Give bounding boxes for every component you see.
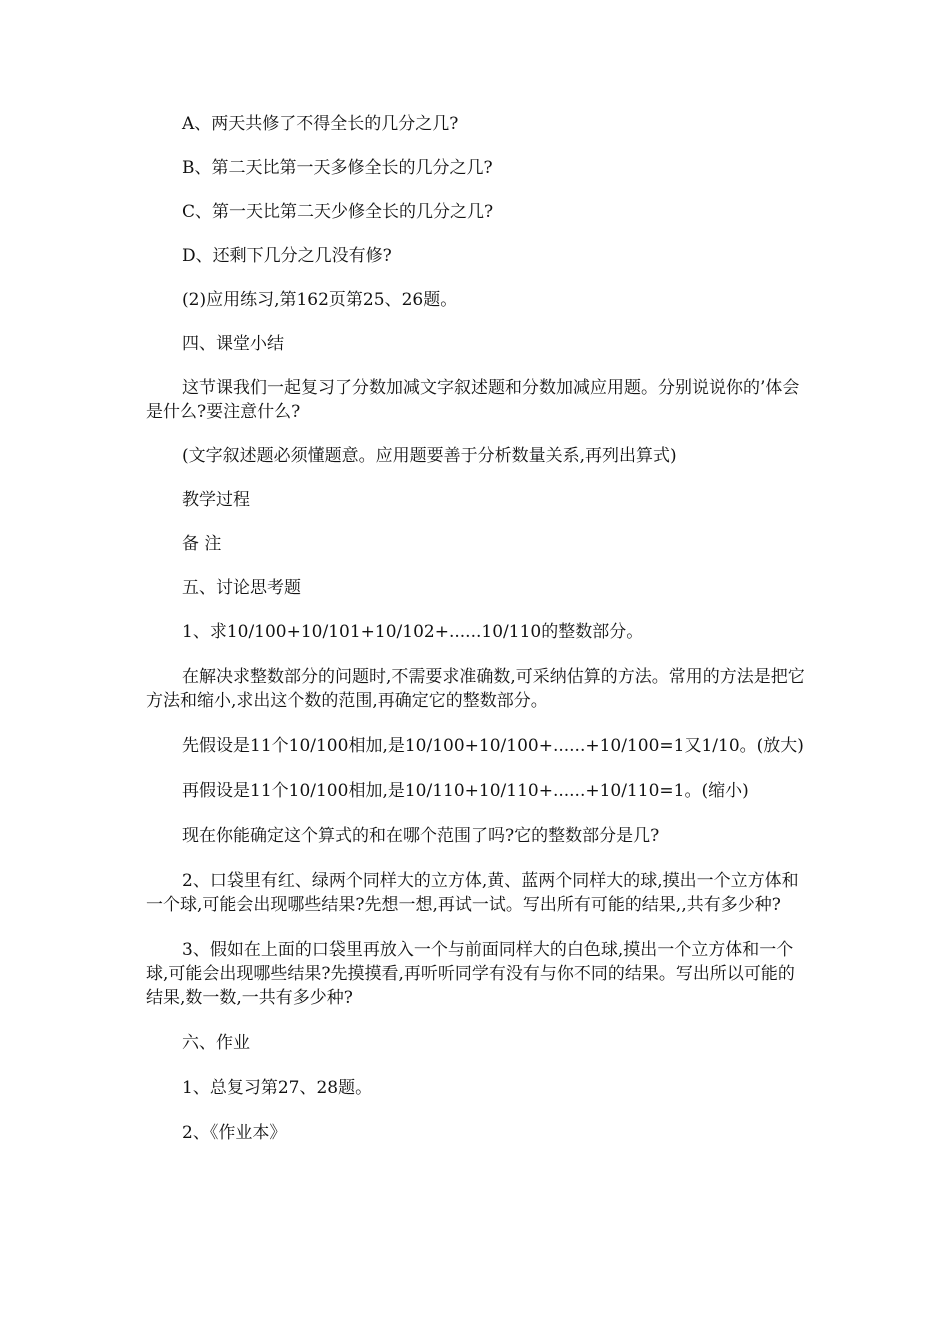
- discussion-question-2: 2、口袋里有红、绿两个同样大的立方体,黄、蓝两个同样大的球,摸出一个立方体和一个球,可能会出现哪些结果?先想一想,再试一试。写出所有可能的结果,,共有多少种?: [146, 871, 799, 915]
- question-c: C、第一天比第二天少修全长的几分之几?: [182, 202, 494, 222]
- question-a: A、两天共修了不得全长的几分之几?: [182, 114, 459, 134]
- teaching-process-label: 教学过程: [182, 490, 250, 510]
- question-b: B、第二天比第一天多修全长的几分之几?: [182, 158, 493, 178]
- section-heading-discussion: 五、讨论思考题: [182, 578, 301, 598]
- homework-item-1: 1、总复习第27、28题。: [182, 1078, 373, 1098]
- section-heading-summary: 四、课堂小结: [182, 334, 284, 354]
- discussion-question-1: 1、求10/100+10/101+10/102+......10/110的整数部分。: [182, 622, 644, 642]
- estimation-explanation: 在解决求整数部分的问题时,不需要求准确数,可采纳估算的方法。常用的方法是把它方法和缩小,求出这个数的范围,再确定它的整数部分。: [146, 667, 805, 711]
- estimation-enlarge: 先假设是11个10/100相加,是10/100+10/100+......+10/100=1又1/10。(放大): [182, 736, 804, 756]
- discussion-question-3: 3、假如在上面的口袋里再放入一个与前面同样大的白色球,摸出一个立方体和一个球,可能会出现哪些结果?先摸摸看,再听听同学有没有与你不同的结果。写出所以可能的结果,数一数,一共有多少种?: [146, 940, 795, 1008]
- summary-note: (文字叙述题必须懂题意。应用题要善于分析数量关系,再列出算式): [182, 446, 677, 466]
- range-question: 现在你能确定这个算式的和在哪个范围了吗?它的整数部分是几?: [182, 826, 660, 846]
- summary-paragraph: 这节课我们一起复习了分数加减文字叙述题和分数加减应用题。分别说说你的’体会是什么?要注意什么?: [146, 378, 800, 422]
- section-heading-homework: 六、作业: [182, 1033, 250, 1053]
- remarks-label: 备 注: [182, 534, 222, 554]
- question-d: D、还剩下几分之几没有修?: [182, 246, 392, 266]
- estimation-shrink: 再假设是11个10/100相加,是10/110+10/110+......+10/110=1。(缩小): [182, 781, 749, 801]
- application-practice: (2)应用练习,第162页第25、26题。: [182, 290, 458, 310]
- document-page: [146, 112, 806, 1145]
- homework-item-2: 2、《作业本》: [182, 1123, 287, 1143]
